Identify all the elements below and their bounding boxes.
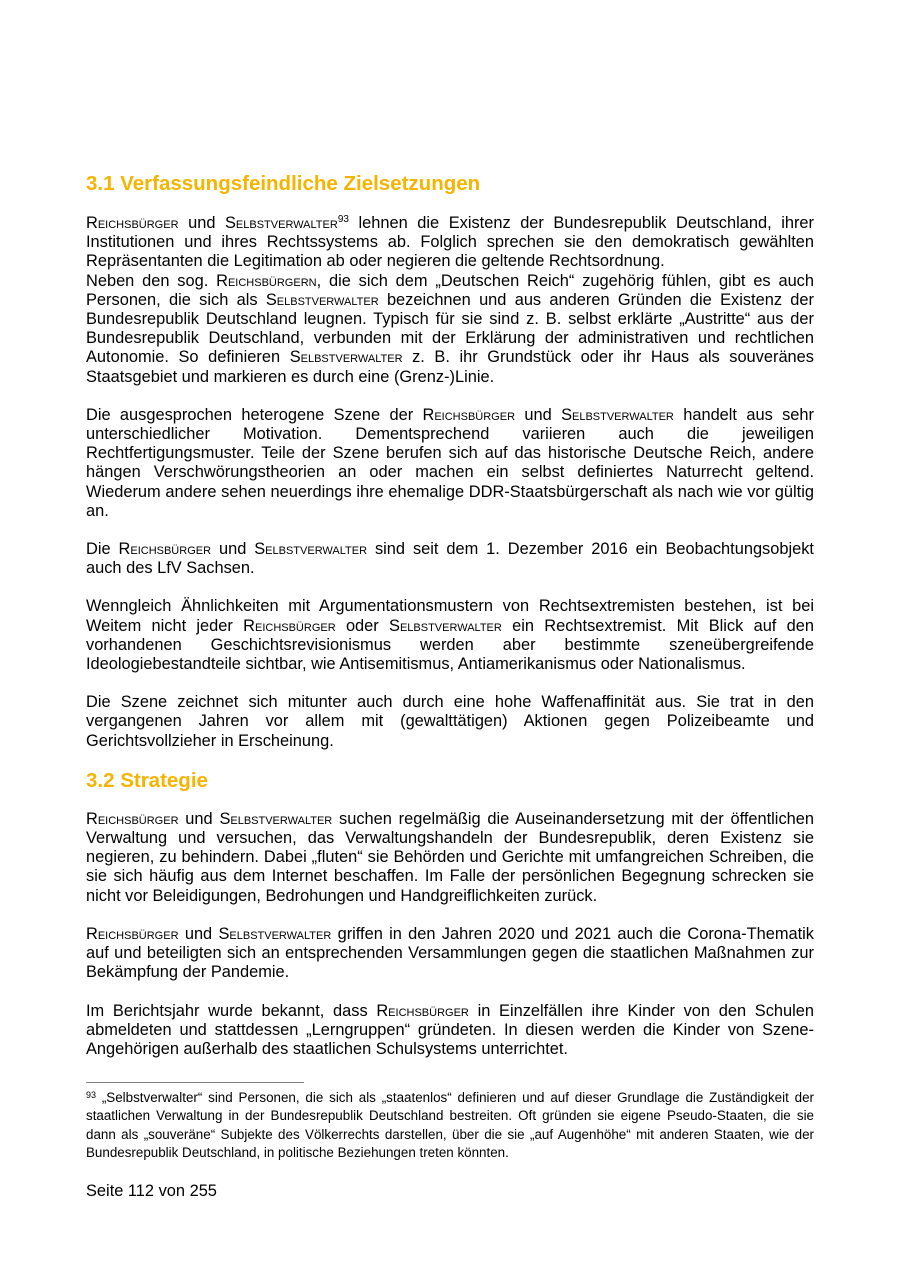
section-heading-3-1: 3.1 Verfassungsfeindliche Zielsetzungen — [86, 172, 481, 195]
section-heading-3-2: 3.2 Strategie — [86, 768, 208, 792]
term-selbstverwalter: Selbstverwalter — [219, 809, 333, 828]
footnote-93 — [86, 1089, 814, 1163]
paragraph-3-1-4: Die Reichsbürger und Selbstverwalter sind seit dem 1. Dezember 2016 ein Beobachtungsobjekt auch des LfV Sachsen. — [86, 540, 814, 578]
paragraph-3-1-2: Neben den sog. Reichsbürgern, die sich dem „Deutschen Reich“ zugehörig fühlen, gibt es auch Personen, die sich als Selbstverwalter bezeichnen und aus anderen Gründen die Existenz der Bundesrepublik Deutschland leugnen. Typisch für sie sind z. B. selbst erklärte „Austritte“ aus der Bundesrepublik Deutschland, verbunden mit der Erklärung der administrativen und rechtlichen Autonomie. So definieren Selbstverwalter z. B. ihr Grundstück oder ihr Haus als souveränes Staatsgebiet und markieren es durch eine (Grenz-)Linie. — [86, 271, 814, 386]
term-reichsbuergern: Reichsbürgern — [216, 271, 317, 290]
footnote-reference[interactable]: 93 — [337, 214, 349, 225]
paragraph-3-1-6: Die Szene zeichnet sich mitunter auch durch eine hohe Waffenaffinität aus. Sie trat in den vergangenen Jahren vor allem mit (gewalttätigen) Aktionen gegen Polizeibeamte und Gerichtsvollzieher in Erscheinung. — [86, 693, 814, 750]
term-reichsbuerger: Reichsbürger — [86, 924, 179, 943]
paragraph-3-2-2: Reichsbürger und Selbstverwalter griffen in den Jahren 2020 und 2021 auch die Corona-Thematik auf und beteiligten sich an entsprechenden Versammlungen gegen die staatlichen Maßnahmen zur Bekämpfung der Pandemie. — [86, 924, 814, 982]
paragraph-3-1-5: Wenngleich Ähnlichkeiten mit Argumentationsmustern von Rechtsextremisten bestehen, ist bei Weitem nicht jeder Reichsbürger oder Selbstverwalter ein Rechtsextremist. Mit Blick auf den vorhandenen Geschichtsrevisionismus werden aber bestimmte szeneübergreifende Ideologiebestandteile sichtbar, wie Antisemitismus, Antiamerikanismus oder Nationalismus. — [86, 597, 814, 674]
term-selbstverwalter: Selbstverwalter — [289, 348, 403, 367]
term-reichsbuerger: Reichsbürger — [118, 540, 212, 559]
footnote-number: 93 — [86, 1090, 97, 1100]
term-selbstverwalter: Selbstverwalter — [561, 405, 674, 424]
term-reichsbuerger: Reichsbürger — [376, 1001, 469, 1020]
term-selbstverwalter: Selbstverwalter — [225, 214, 338, 232]
footnote-separator — [86, 1082, 304, 1083]
paragraph-3-2-3: Im Berichtsjahr wurde bekannt, dass Reichsbürger in Einzelfällen ihre Kinder von den Schulen abmeldeten und stattdessen „Lerngruppen“ gründeten. In diesen werden die Kinder von Szene-Angehörigen außerhalb des staatlichen Schulsystems unterrichtet. — [86, 1001, 814, 1058]
term-reichsbuerger: Reichsbürger — [86, 809, 179, 828]
footnote-text: „Selbstverwalter“ sind Personen, die sich als „staatenlos“ definieren und auf dieser Grundlage die Zuständigkeit der staatlichen Verwaltung in der Bundesrepublik Deutschland bestreiten. Oft gründen sie eigene Pseudo-Staaten, die sie dann als „souveräne“ Subjekte des Völkerrechts darstellen, über die sie „auf Augenhöhe“ mit anderen Staaten, wie der Bundesrepublik Deutschland, in politische Beziehungen treten könnten. — [86, 1090, 814, 1161]
term-selbstverwalter: Selbstverwalter — [218, 924, 332, 943]
paragraph-3-2-1: Reichsbürger und Selbstverwalter suchen regelmäßig die Auseinandersetzung mit der öffentlichen Verwaltung und versuchen, das Verwaltungshandeln der Bundesrepublik, deren Existenz sie negieren, zu behindern. Dabei „fluten“ sie Behörden und Gerichte mit umfangreichen Schreiben, die sie sich häufig aus dem Internet beschaffen. Im Falle der persönlichen Begegnung schrecken sie nicht vor Beleidigungen, Bedrohungen und Handgreiflichkeiten zurück. — [86, 809, 814, 905]
term-selbstverwalter: Selbstverwalter — [254, 540, 368, 559]
term-selbstverwalter: Selbstverwalter — [389, 616, 502, 635]
term-reichsbuerger: Reichsbürger — [422, 405, 516, 424]
page-number: Seite 112 von 255 — [86, 1182, 217, 1200]
paragraph-3-1-1: Reichsbürger und Selbstverwalter$^{93}$ lehnen die Existenz der Bundesrepublik Deutschland, ihrer Institutionen und ihres Rechtssystems ab. Folglich sprechen sie den demokratisch gewählten Repräsentanten die Legitimation ab oder negieren die geltende Rechtsordnung. — [86, 214, 814, 271]
term-reichsbuerger: Reichsbürger — [243, 616, 336, 635]
term-selbstverwalter: Selbstverwalter — [265, 290, 379, 309]
paragraph-3-1-3: Die ausgesprochen heterogene Szene der Reichsbürger und Selbstverwalter handelt aus sehr unterschiedlicher Motivation. Dementsprechend variieren auch die jeweiligen Rechtfertigungsmuster. Teile der Szene berufen sich auf das historische Deutsche Reich, andere hängen Verschwörungstheorien an oder machen ein selbst definiertes Naturrecht geltend. Wiederum andere sehen neuerdings ihre ehemalige DDR-Staatsbürgerschaft als nach wie vor gültig an. — [86, 405, 814, 520]
term-reichsbuerger: Reichsbürger — [86, 214, 179, 232]
